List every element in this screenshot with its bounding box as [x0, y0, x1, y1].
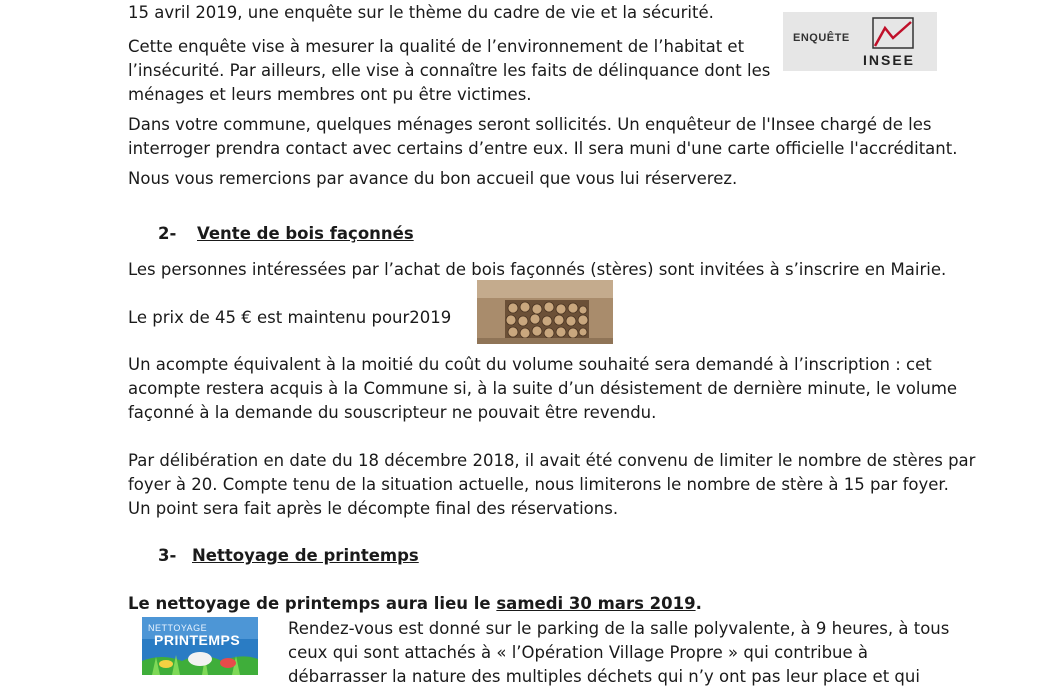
section-title: Vente de bois façonnés [197, 224, 414, 243]
logo-brand: INSEE [863, 52, 916, 68]
poster-line-2: PRINTEMPS [154, 632, 241, 648]
section-number: 2- [158, 224, 177, 243]
text-line: Dans votre commune, quelques ménages seront sollicités. Un enquêteur de l'Insee chargé de les [128, 115, 932, 134]
announcement-text: Le nettoyage de printemps aura lieu le [128, 594, 497, 613]
text-line: acompte restera acquis à la Commune si, à la suite d’un désistement de dernière minute, le volume [128, 379, 958, 398]
poster-line-1: NETTOYAGE [148, 623, 208, 633]
text-line: Les personnes intéressées par l’achat de bois façonnés (stères) sont invitées à s’inscrire en Mairie. [128, 260, 947, 279]
announcement-end: . [695, 594, 702, 613]
text-line: façonné à la demande du souscripteur ne pouvait être revendu. [128, 403, 657, 422]
text-line: Par délibération en date du 18 décembre 2018, il avait été convenu de limiter le nombre de stères par [128, 451, 976, 470]
section-title: Nettoyage de printemps [192, 546, 419, 565]
text-line: ménages et leurs membres ont pu être victimes. [128, 85, 532, 104]
text-line: débarrasser la nature des multiples déchets qui n’y ont pas leur place et qui [288, 667, 920, 686]
text-line: Rendez-vous est donné sur le parking de la salle polyvalente, à 9 heures, à tous [288, 619, 950, 638]
text-line: Nous vous remercions par avance du bon accueil que vous lui réserverez. [128, 169, 738, 188]
text-line: Le prix de 45 € est maintenu pour2019 [128, 308, 452, 327]
text-line: Un point sera fait après le décompte final des réservations. [128, 499, 619, 518]
spring-cleaning-poster [142, 617, 258, 675]
text-line: l’insécurité. Par ailleurs, elle vise à connaître les faits de délinquance dont les [128, 61, 771, 80]
insee-emblem-icon [871, 16, 915, 50]
text-line: Cette enquête vise à mesurer la qualité de l’environnement de l’habitat et [128, 37, 745, 56]
text-line: foyer à 20. Compte tenu de la situation actuelle, nous limiterons le nombre de stère à 15 par foyer. [128, 475, 949, 494]
announcement-line [128, 594, 702, 613]
firewood-photo [477, 280, 613, 344]
logo-survey-label: ENQUÊTE [793, 32, 850, 44]
text-line: ceux qui sont attachés à « l’Opération Village Propre » qui contribue à [288, 643, 869, 662]
text-line: interroger prendra contact avec certains d’entre eux. Il sera muni d'une carte officielle l'accréditant. [128, 139, 958, 158]
section-number: 3- [158, 546, 177, 565]
text-line: Un acompte équivalent à la moitié du coût du volume souhaité sera demandé à l’inscription : cet [128, 355, 932, 374]
insee-survey-logo [783, 12, 937, 71]
event-date: samedi 30 mars 2019 [496, 594, 696, 613]
text-line: 15 avril 2019, une enquête sur le thème du cadre de vie et la sécurité. [128, 3, 714, 22]
